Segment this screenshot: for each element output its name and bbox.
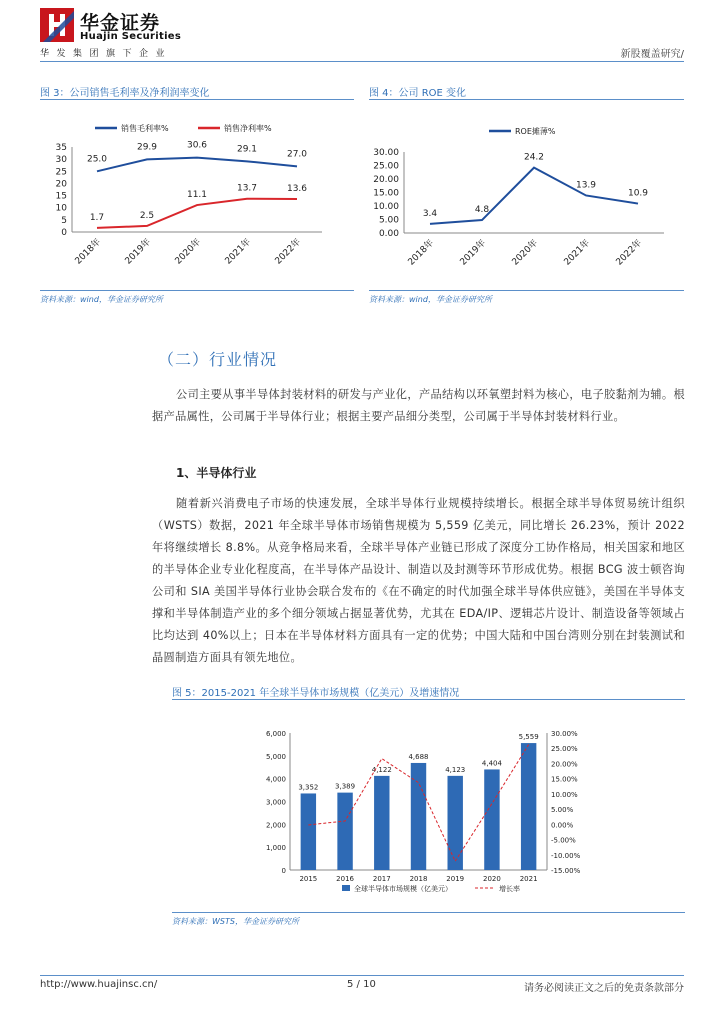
series-line-2 — [97, 199, 297, 228]
x-tick-label: 2020年 — [173, 237, 204, 267]
legend-label: 销售净利率% — [224, 124, 272, 133]
x-tick-label: 2015 — [299, 875, 318, 883]
y2-tick-label: 25.00% — [551, 745, 578, 754]
footer-divider — [40, 975, 684, 976]
data-label: 24.2 — [523, 152, 545, 163]
report-type: 新股覆盖研究/ — [620, 49, 684, 60]
y-tick-label: 6,000 — [265, 730, 286, 738]
x-tick-label: 2022年 — [614, 238, 645, 268]
x-tick-label: 2021年 — [562, 238, 593, 268]
y2-tick-label: 10.00% — [551, 790, 578, 799]
y-tick-label: 25.00 — [373, 161, 399, 172]
y2-tick-label: -15.00% — [551, 867, 581, 875]
bar — [521, 743, 536, 870]
y2-tick-label: -5.00% — [551, 836, 576, 845]
y-tick-label: 30 — [55, 155, 67, 166]
y-tick-label: 0 — [61, 228, 67, 238]
series-line-1 — [97, 158, 297, 172]
fig5-chart — [250, 720, 610, 910]
disclaimer: 请务必阅读正文之后的免责条款部分 — [524, 983, 684, 994]
paragraph-2: 随着新兴消费电子市场的快速发展，全球半导体行业规模持续增长。根据全球半导体贸易统计组织（WSTS）数据，2021 年全球半导体市场销售规模为 5,559 亿美元，同比增长 26.23%，预计 2022 年将继续增长 8.8%。从竞争格局来看，全球半导体产业链已形成了深度分工协作格局，相关国家和地区的半导体企业专业化程度高，在半导体产品设计、制造以及封测等环节形成优势。根据 BCG 波士顿咨询公司和 SIA 美国半导体行业协会联合发布的《在不确定的时代加强全球半导体供应链》，美国在半导体支撑和半导体制造产业的多个细分领域占据显著优势，尤其在 EDA/IP、逻辑芯片设计、制造设备等领域占比均达到 40%以上；日本在半导体材料方面具有一定的优势；中国大陆和中国台湾则分别在封装测试和晶圆制造方面具有领先地位。 — [152, 497, 685, 664]
fig4-chart — [369, 110, 684, 285]
page-number: 5 / 10 — [347, 979, 376, 990]
data-label: 2.5 — [139, 210, 155, 221]
huajin-logo-icon — [40, 8, 74, 42]
data-label: 25.0 — [86, 154, 108, 165]
paragraph-1: 公司主要从事半导体封装材料的研发与产业化，产品结构以环氧塑封料为核心，电子胶黏剂为辅。根据产品属性，公司属于半导体行业；根据主要产品细分类型，公司属于半导体封装材料行业。 — [152, 388, 685, 423]
bar-value-label: 4,404 — [481, 759, 502, 768]
fig5-source: 资料来源：WSTS，华金证券研究所 — [172, 917, 299, 926]
y-tick-label: 20.00 — [373, 175, 399, 185]
bar-value-label: 4,688 — [408, 752, 429, 761]
y-tick-label: 10.00 — [373, 202, 399, 212]
bar-value-label: 3,352 — [298, 783, 319, 792]
y-tick-label: 0.00 — [378, 229, 399, 239]
fig3-bottom-rule — [40, 290, 354, 291]
data-label: 29.9 — [136, 142, 158, 153]
bar — [301, 793, 316, 870]
y-tick-label: 3,000 — [265, 798, 286, 807]
bar-value-label: 3,389 — [335, 782, 356, 791]
data-label: 13.7 — [236, 183, 258, 194]
x-tick-label: 2021年 — [223, 237, 254, 267]
subsection-title: 1、半导体行业 — [176, 466, 257, 480]
y-tick-label: 2,000 — [265, 821, 286, 830]
section-title: （二）行业情况 — [158, 350, 278, 369]
fig3-chart — [40, 110, 354, 285]
legend-swatch — [342, 885, 350, 891]
data-label: 27.0 — [286, 149, 308, 160]
data-label: 29.1 — [236, 144, 258, 155]
data-label: 4.8 — [474, 205, 490, 216]
y2-tick-label: -10.00% — [551, 851, 581, 860]
x-tick-label: 2019 — [446, 875, 465, 883]
y-tick-label: 30.00 — [373, 148, 399, 158]
fig4-title-rule — [369, 99, 684, 100]
bar — [337, 793, 352, 870]
fig5-title-rule — [172, 699, 685, 700]
y-tick-label: 0 — [281, 867, 286, 875]
y-tick-label: 15 — [55, 191, 67, 202]
y2-tick-label: 5.00% — [551, 806, 574, 815]
fig5-bottom-rule — [172, 912, 685, 913]
data-label: 13.9 — [575, 180, 597, 191]
data-label: 11.1 — [186, 190, 208, 201]
legend-label: 增长率 — [499, 885, 520, 893]
fig4-bottom-rule — [369, 290, 684, 291]
y-tick-label: 20 — [55, 179, 67, 190]
x-tick-label: 2022年 — [273, 237, 304, 267]
x-tick-label: 2020年 — [510, 238, 541, 268]
y2-tick-label: 0.00% — [551, 821, 574, 830]
fig4-title: 图 4：公司 ROE 变化 — [369, 88, 467, 99]
data-label: 3.4 — [422, 208, 438, 219]
x-tick-label: 2018年 — [406, 238, 437, 268]
y-tick-label: 5,000 — [265, 752, 286, 761]
logo-cn: 华金证券 — [80, 12, 161, 34]
y2-tick-label: 20.00% — [551, 760, 578, 769]
y-tick-label: 5.00 — [378, 215, 399, 226]
y-tick-label: 15.00 — [373, 188, 399, 199]
fig3-source: 资料来源：wind，华金证券研究所 — [40, 295, 163, 304]
series-line-1 — [430, 168, 638, 224]
x-tick-label: 2018年 — [73, 237, 104, 267]
fig3-title-rule — [40, 99, 354, 100]
x-tick-label: 2019年 — [123, 237, 154, 267]
x-tick-label: 2017 — [372, 875, 391, 883]
bar-value-label: 4,123 — [445, 765, 466, 774]
y2-tick-label: 15.00% — [551, 775, 578, 784]
logo-en: Huajin Securities — [80, 31, 182, 42]
data-label: 13.6 — [286, 183, 308, 194]
footer-url[interactable]: http://www.huajinsc.cn/ — [40, 979, 158, 990]
bar — [374, 776, 389, 870]
legend-label: 全球半导体市场规模（亿美元） — [354, 885, 452, 893]
legend-label: ROE摊薄% — [515, 127, 556, 136]
y-tick-label: 1,000 — [265, 844, 286, 853]
y-tick-label: 4,000 — [265, 775, 286, 784]
fig4-source: 资料来源：wind，华金证券研究所 — [369, 295, 492, 304]
header-divider — [40, 61, 684, 62]
bar — [484, 769, 499, 870]
y-tick-label: 5 — [61, 215, 67, 226]
bar-value-label: 4,122 — [371, 765, 392, 774]
y-tick-label: 25 — [55, 167, 67, 178]
bar-value-label: 5,559 — [518, 733, 539, 742]
x-tick-label: 2016 — [336, 875, 354, 883]
y-tick-label: 10 — [55, 203, 67, 214]
x-tick-label: 2020 — [483, 875, 501, 883]
x-tick-label: 2021 — [519, 875, 538, 883]
y2-tick-label: 30.00% — [551, 730, 578, 738]
x-tick-label: 2019年 — [458, 238, 489, 268]
data-label: 10.9 — [627, 188, 649, 199]
bar — [448, 776, 463, 870]
tagline: 华发集团旗下企业 — [40, 49, 173, 59]
fig3-title: 图 3：公司销售毛利率及净利润率变化 — [40, 88, 210, 99]
legend-label: 销售毛利率% — [121, 124, 169, 133]
data-label: 30.6 — [186, 140, 208, 151]
x-tick-label: 2018 — [409, 875, 428, 883]
fig5-title: 图 5：2015-2021 年全球半导体市场规模（亿美元）及增速情况 — [172, 688, 460, 699]
y-tick-label: 35 — [55, 143, 67, 153]
data-label: 1.7 — [89, 212, 105, 223]
